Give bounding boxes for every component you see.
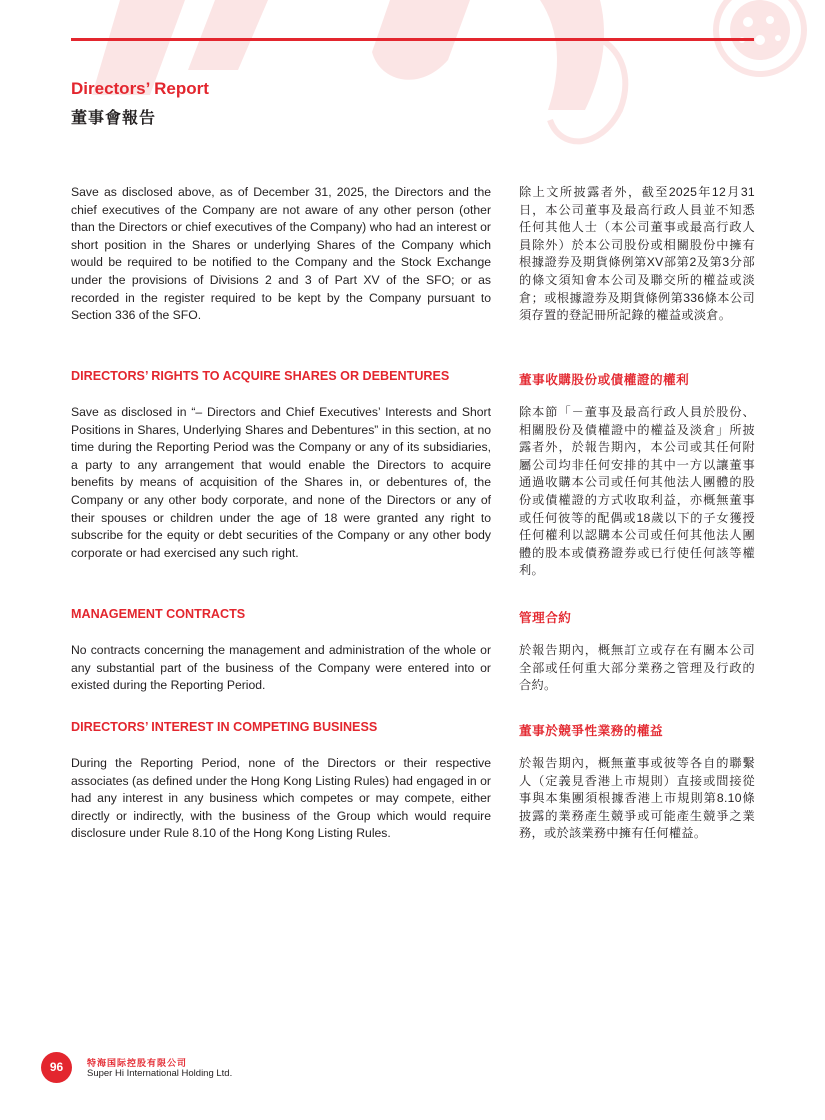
management-contracts-paragraph-zh: 於報告期內，概無訂立或存在有關本公司全部或任何重大部分業務之管理及行政的合約。 — [519, 643, 755, 693]
directors-rights-paragraph-en: Save as disclosed in “– Directors and Chief Executives’ Interests and Short Positions in Shares, Underlying Shares and Debentures” in this section, at no time during the Reporting Period was the Company or any of its subsidiaries, a party to any arrangement that would enable the Directors to acquire benefits by means of acquisition of the Shares in, or debentures of, the Company or any other body corporate, and none of the Directors or any of their spouses or children under the age of 18 were granted any right to subscribe for the equity or debt securities of the Company or any other body corporate or had exercised any such right. — [71, 405, 491, 560]
footer-company-name-zh: 特海国际控股有限公司 — [87, 1058, 188, 1068]
intro-paragraph-zh: 除上文所披露者外，截至2025年12月31日，本公司董事及最高行政人員並不知悉任何其他人士（本公司董事或最高行政人員除外）於本公司股份或相關股份中擁有根據證券及期貨條例第XV部第2及第3分部的條文須知會本公司及聯交所的權益或淡倉；或根據證券及期貨條例第336條本公司須存置的登記冊所記錄的權益或淡倉。 — [519, 185, 755, 323]
section-heading-directors-rights-en: DIRECTORS’ RIGHTS TO ACQUIRE SHARES OR DEBENTURES — [71, 369, 450, 383]
directors-rights-paragraph-zh: 除本節「－董事及最高行政人員於股份、相關股份及債權證中的權益及淡倉」所披露者外，於報告期內，本公司或其任何附屬公司均非任何安排的其中一方以讓董事通過收購本公司或任何其他法人團體的股份或債權證的方式收取利益，亦概無董事或任何彼等的配偶或18歲以下的子女獲授任何權利以認購本公司或任何其他法人團體的股本或債務證券或已行使任何該等權利。 — [519, 405, 755, 578]
footer-company-name-en: Super Hi International Holding Ltd. — [87, 1068, 233, 1079]
competing-business-paragraph-en: During the Reporting Period, none of the Directors or their respective associates (as defined under the Hong Kong Listing Rules) had engaged in or had any interest in any business which competes or may compete, either directly or indirectly, with the business of the Group which would require disclosure under Rule 8.10 of the Hong Kong Listing Rules. — [71, 756, 491, 841]
intro-paragraph-en: Save as disclosed above, as of December 31, 2025, the Directors and the chief executives of the Company are not aware of any other person (other than the Directors or chief executives of the Company) who had an interest or short position in the Shares or underlying Shares of the Company which would be required to be notified to the Company and the Stock Exchange under the provisions of Divisions 2 and 3 of Part XV of the SFO; or as recorded in the register required to be kept by the Company pursuant to Section 336 of the SFO. — [71, 185, 491, 323]
section-heading-directors-rights-zh: 董事收購股份或債權證的權利 — [519, 373, 690, 387]
page-title-zh: 董事會報告 — [71, 110, 157, 127]
section-heading-competing-business-en: DIRECTORS’ INTEREST IN COMPETING BUSINESS — [71, 720, 378, 734]
page-number-badge: 96 — [41, 1052, 72, 1083]
header-rule — [71, 38, 754, 41]
section-heading-competing-business-zh: 董事於競爭性業務的權益 — [519, 724, 664, 738]
competing-business-paragraph-zh: 於報告期內，概無董事或彼等各自的聯繫人（定義見香港上市規則）直接或間接從事與本集團須根據香港上市規則第8.10條披露的業務產生競爭或可能產生競爭之業務，或於該業務中擁有任何權益。 — [519, 756, 755, 841]
page-title-en: Directors’ Report — [71, 79, 209, 98]
section-heading-management-contracts-zh: 管理合約 — [519, 611, 572, 625]
management-contracts-paragraph-en: No contracts concerning the management and administration of the whole or any substantial part of the business of the Company were entered into or existed during the Reporting Period. — [71, 643, 491, 693]
section-heading-management-contracts-en: MANAGEMENT CONTRACTS — [71, 607, 246, 621]
